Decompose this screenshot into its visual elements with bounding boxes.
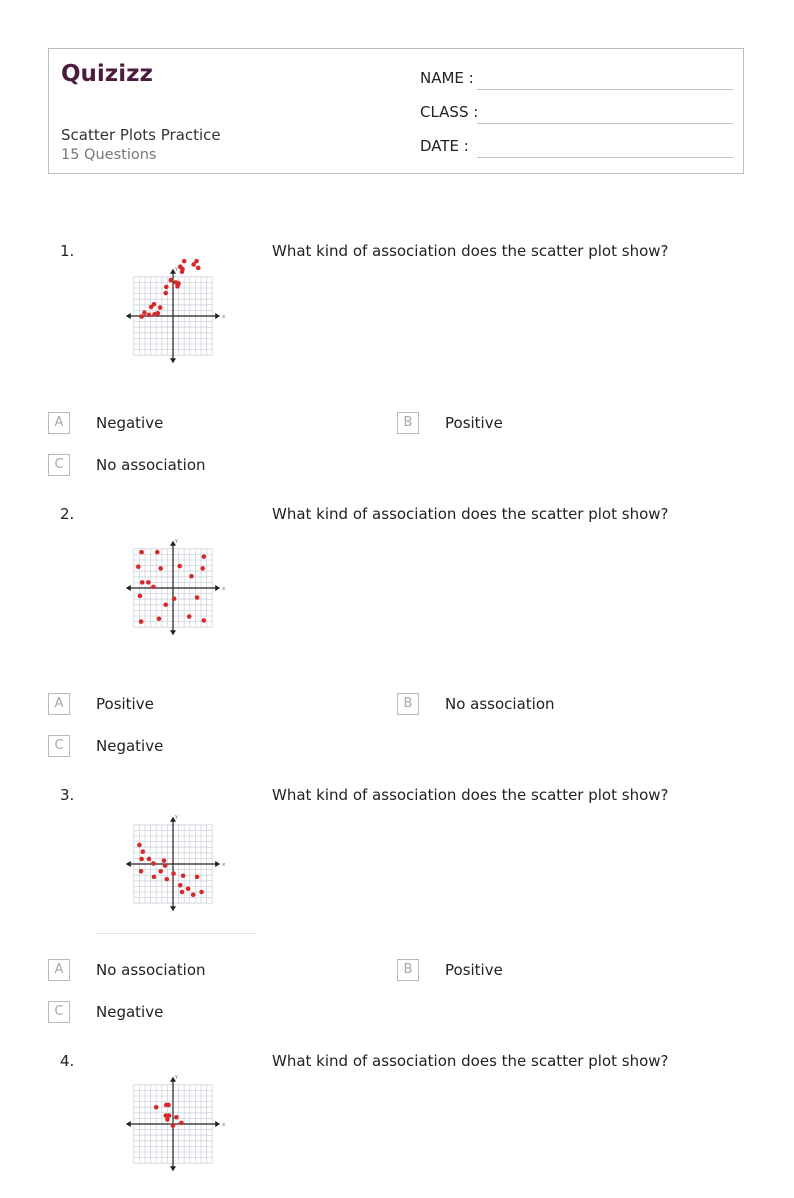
data-point <box>155 550 160 555</box>
option-c-letter[interactable]: C <box>48 1001 70 1023</box>
y-axis-label: y <box>175 1073 178 1080</box>
data-point <box>171 1123 176 1128</box>
scatter-plot-image <box>96 512 256 658</box>
class-field[interactable] <box>477 123 733 124</box>
data-point <box>137 843 142 848</box>
question-count: 15 Questions <box>61 147 157 163</box>
y-axis-label: y <box>175 813 178 820</box>
worksheet-title: Scatter Plots Practice <box>61 126 221 144</box>
option-a-text[interactable]: No association <box>96 961 206 979</box>
data-point <box>146 580 151 585</box>
question-number: 4. <box>60 1052 75 1070</box>
quizizz-logo <box>61 59 153 91</box>
option-c-text[interactable]: Negative <box>96 737 164 755</box>
data-point <box>163 291 168 296</box>
data-point <box>151 861 156 866</box>
option-a-letter[interactable]: A <box>48 693 70 715</box>
data-point <box>167 1113 172 1118</box>
option-a-text[interactable]: Negative <box>96 414 164 432</box>
option-a-letter[interactable]: A <box>48 959 70 981</box>
question-text: What kind of association does the scatter plot show? <box>272 505 669 523</box>
data-point <box>191 262 196 267</box>
data-point <box>157 617 162 622</box>
data-point <box>200 566 205 571</box>
data-point <box>174 1115 179 1120</box>
data-point <box>195 595 200 600</box>
option-a-letter[interactable]: A <box>48 412 70 434</box>
data-point <box>139 619 144 624</box>
x-arrow-left <box>126 585 131 591</box>
data-point <box>140 849 145 854</box>
option-b-text[interactable]: No association <box>445 695 555 713</box>
data-point <box>139 857 144 862</box>
option-c-letter[interactable]: C <box>48 454 70 476</box>
data-point <box>139 550 144 555</box>
date-label: DATE : <box>420 137 469 155</box>
option-b-letter[interactable]: B <box>397 959 419 981</box>
y-arrow-down <box>170 358 176 363</box>
option-b-letter[interactable]: B <box>397 693 419 715</box>
data-point <box>165 1117 170 1122</box>
data-point <box>152 875 157 880</box>
data-point <box>156 311 161 316</box>
x-arrow-right <box>215 585 220 591</box>
question-number: 3. <box>60 786 75 804</box>
brand-text: Quizizz <box>61 61 153 87</box>
data-point <box>166 1103 171 1108</box>
question-number: 1. <box>60 242 75 260</box>
data-point <box>163 863 168 868</box>
data-point <box>138 594 143 599</box>
question-text: What kind of association does the scatter plot show? <box>272 242 669 260</box>
x-axis-label: x <box>222 1122 226 1128</box>
worksheet-header <box>48 48 744 174</box>
scatter-plot <box>96 512 256 658</box>
data-point <box>147 313 152 318</box>
y-arrow-down <box>170 1166 176 1171</box>
data-point <box>162 858 167 863</box>
scatter-plot <box>96 240 256 386</box>
data-point <box>139 869 144 874</box>
scatter-plot-image <box>96 240 256 386</box>
data-point <box>178 883 183 888</box>
option-b-text[interactable]: Positive <box>445 961 503 979</box>
y-arrow-down <box>170 630 176 635</box>
data-point <box>139 314 144 319</box>
data-point <box>199 890 204 895</box>
x-axis-label: x <box>222 314 226 320</box>
data-point <box>147 857 152 862</box>
data-point <box>172 596 177 601</box>
data-point <box>177 564 182 569</box>
question-text: What kind of association does the scatter plot show? <box>272 1052 669 1070</box>
x-arrow-left <box>126 861 131 867</box>
x-axis-label: x <box>222 586 226 592</box>
question-text: What kind of association does the scatter plot show? <box>272 786 669 804</box>
data-point <box>163 603 168 608</box>
y-arrow-down <box>170 906 176 911</box>
y-axis-label: y <box>175 265 178 272</box>
image-divider <box>96 933 256 934</box>
question-number: 2. <box>60 505 75 523</box>
x-arrow-right <box>215 1121 220 1127</box>
data-point <box>154 1105 159 1110</box>
scatter-plot-image <box>96 1048 256 1128</box>
data-point <box>140 580 145 585</box>
data-point <box>202 618 207 623</box>
data-point <box>158 869 163 874</box>
data-point <box>180 269 185 274</box>
data-point <box>136 564 141 569</box>
scatter-plot-image <box>96 788 256 934</box>
data-point <box>187 614 192 619</box>
data-point <box>158 305 163 310</box>
date-field[interactable] <box>477 157 733 158</box>
data-point <box>158 566 163 571</box>
data-point <box>186 886 191 891</box>
option-c-letter[interactable]: C <box>48 735 70 757</box>
data-point <box>181 873 186 878</box>
scatter-plot <box>96 788 256 934</box>
data-point <box>165 877 170 882</box>
data-point <box>202 554 207 559</box>
x-arrow-left <box>126 1121 131 1127</box>
class-label: CLASS : <box>420 103 479 121</box>
x-arrow-left <box>126 313 131 319</box>
data-point <box>179 1121 184 1126</box>
x-axis-label: x <box>222 862 226 868</box>
data-point <box>149 305 154 310</box>
data-point <box>175 284 180 289</box>
name-field[interactable] <box>477 89 733 90</box>
option-a-text[interactable]: Positive <box>96 695 154 713</box>
data-point <box>195 875 200 880</box>
data-point <box>182 259 187 264</box>
data-point <box>189 574 194 579</box>
data-point <box>164 285 169 290</box>
scatter-plot <box>96 1048 256 1194</box>
data-point <box>191 893 196 898</box>
option-c-text[interactable]: No association <box>96 456 206 474</box>
data-point <box>142 310 147 315</box>
data-point <box>180 890 185 895</box>
data-point <box>151 585 156 590</box>
option-c-text[interactable]: Negative <box>96 1003 164 1021</box>
data-point <box>196 266 201 271</box>
name-label: NAME : <box>420 69 474 87</box>
x-arrow-right <box>215 861 220 867</box>
y-axis-label: y <box>175 537 178 544</box>
data-point <box>171 871 176 876</box>
data-point <box>168 278 173 283</box>
option-b-letter[interactable]: B <box>397 412 419 434</box>
option-b-text[interactable]: Positive <box>445 414 503 432</box>
x-arrow-right <box>215 313 220 319</box>
